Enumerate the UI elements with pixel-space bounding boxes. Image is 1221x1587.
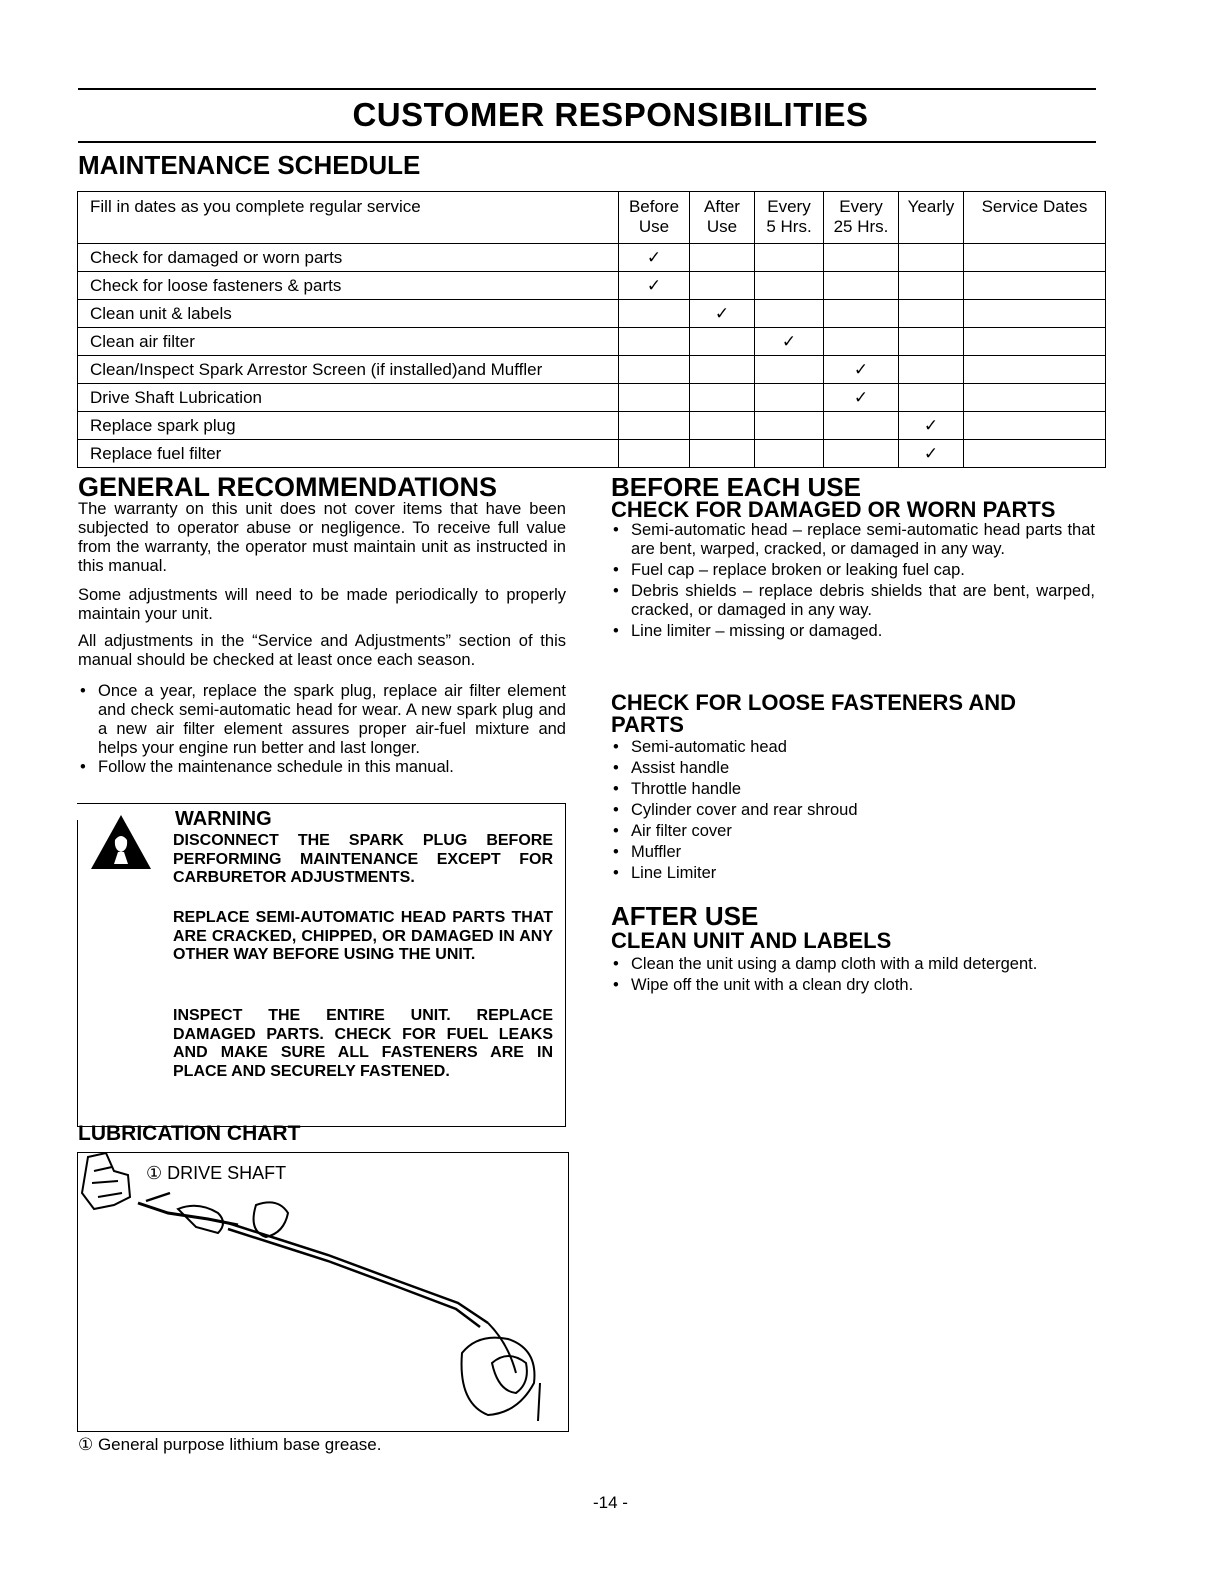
after-use-heading: AFTER USE <box>611 901 759 931</box>
list-item: • Assist handle <box>611 759 1095 778</box>
check-cell <box>755 300 824 328</box>
before-each-use-heading: BEFORE EACH USE <box>611 472 861 502</box>
warning-title: WARNING <box>175 808 272 830</box>
check-cell <box>899 300 964 328</box>
check-cell <box>619 356 690 384</box>
header-every-25-hrs: Every 25 Hrs. <box>824 192 899 244</box>
check-mark-icon: ✓ <box>824 356 899 384</box>
check-cell <box>619 328 690 356</box>
warning-paragraph-2: REPLACE SEMI-AUTOMATIC HEAD PARTS THAT ARE CRACKED, CHIPPED, OR DAMAGED IN ANY OTHER WAY BEFORE USING THE UNIT. <box>173 909 553 963</box>
check-cell <box>899 356 964 384</box>
check-cell <box>690 440 755 468</box>
check-cell <box>755 412 824 440</box>
check-cell <box>619 384 690 412</box>
service-date-cell[interactable] <box>964 356 1106 384</box>
service-date-cell[interactable] <box>964 384 1106 412</box>
check-cell <box>690 328 755 356</box>
task-cell: Clean unit & labels <box>78 300 619 328</box>
check-cell <box>755 356 824 384</box>
check-loose-heading: CHECK FOR LOOSE FASTENERS AND PARTS <box>611 690 1016 737</box>
check-cell <box>899 244 964 272</box>
warning-triangle-icon <box>88 812 154 872</box>
check-cell <box>824 328 899 356</box>
table-row <box>78 356 1106 384</box>
warning-paragraph-1: DISCONNECT THE SPARK PLUG BEFORE PERFORMING MAINTENANCE EXCEPT FOR CARBURETOR ADJUSTMENTS. <box>173 832 553 886</box>
header-every-5-hrs: Every 5 Hrs. <box>755 192 824 244</box>
list-item: • Debris shields – replace debris shields that are bent, warped, cracked, or damaged in any way. <box>611 582 1095 620</box>
clean-unit-heading: CLEAN UNIT AND LABELS <box>611 928 892 953</box>
check-mark-icon: ✓ <box>619 244 690 272</box>
check-mark-icon: ✓ <box>824 384 899 412</box>
general-paragraph-3: All adjustments in the “Service and Adjustments” section of this manual should be checked at least once each season. <box>78 632 566 669</box>
check-cell <box>690 356 755 384</box>
list-item: • Line Limiter <box>611 864 1095 883</box>
warning-paragraph-3: INSPECT THE ENTIRE UNIT. REPLACE DAMAGED PARTS. CHECK FOR FUEL LEAKS AND MAKE SURE ALL FASTENERS ARE IN PLACE AND SECURELY FASTENED. <box>173 1007 553 1080</box>
check-cell <box>619 412 690 440</box>
check-cell <box>690 244 755 272</box>
service-date-cell[interactable] <box>964 412 1106 440</box>
warning-box-left-border <box>77 820 78 1127</box>
check-cell <box>824 272 899 300</box>
general-paragraph-1: The warranty on this unit does not cover items that have been subjected to operator abuse or negligence. To receive full value from the warranty, the operator must maintain unit as instructed in this manual. <box>78 500 566 575</box>
lubrication-footnote: ① General purpose lithium base grease. <box>78 1435 382 1454</box>
list-item: • Clean the unit using a damp cloth with a mild detergent. <box>611 955 1101 974</box>
check-cell <box>619 440 690 468</box>
check-cell <box>690 384 755 412</box>
task-cell: Replace spark plug <box>78 412 619 440</box>
check-cell <box>755 384 824 412</box>
table-row <box>78 300 1106 328</box>
list-item: • Throttle handle <box>611 780 1095 799</box>
warning-box-top-border <box>77 803 565 804</box>
page-title: CUSTOMER RESPONSIBILITIES <box>352 96 869 133</box>
check-cell <box>690 412 755 440</box>
table-header-row <box>78 192 1106 244</box>
check-cell <box>899 272 964 300</box>
list-item: • Fuel cap – replace broken or leaking fuel cap. <box>611 561 1095 580</box>
header-task: Fill in dates as you complete regular service <box>78 192 619 244</box>
check-mark-icon: ✓ <box>755 328 824 356</box>
table-row <box>78 272 1106 300</box>
general-heading: GENERAL RECOMMENDATIONS <box>78 472 498 502</box>
clean-unit-list <box>611 955 1101 995</box>
check-mark-icon: ✓ <box>690 300 755 328</box>
table-row <box>78 244 1106 272</box>
check-cell <box>824 300 899 328</box>
check-cell <box>755 440 824 468</box>
check-cell <box>755 244 824 272</box>
check-cell <box>619 300 690 328</box>
lubrication-heading: LUBRICATION CHART <box>78 1122 301 1145</box>
check-mark-icon: ✓ <box>619 272 690 300</box>
list-item: • Line limiter – missing or damaged. <box>611 622 1095 641</box>
list-item: • Semi-automatic head <box>611 738 1095 757</box>
maintenance-heading: MAINTENANCE SCHEDULE <box>78 150 421 180</box>
table-row <box>78 328 1106 356</box>
loose-parts-list <box>611 738 1095 883</box>
check-damaged-heading: CHECK FOR DAMAGED OR WORN PARTS <box>611 497 1056 522</box>
table-row <box>78 412 1106 440</box>
check-cell <box>899 328 964 356</box>
task-cell: Check for damaged or worn parts <box>78 244 619 272</box>
check-mark-icon: ✓ <box>899 412 964 440</box>
service-date-cell[interactable] <box>964 244 1106 272</box>
top-rule <box>78 88 1096 90</box>
header-after-use: After Use <box>690 192 755 244</box>
lubrication-figure <box>77 1152 569 1432</box>
general-paragraph-2: Some adjustments will need to be made periodically to properly maintain your unit. <box>78 586 566 623</box>
list-item: • Air filter cover <box>611 822 1095 841</box>
task-cell: Clean air filter <box>78 328 619 356</box>
list-item: • Follow the maintenance schedule in this manual. <box>78 758 566 777</box>
check-cell <box>690 272 755 300</box>
page-number: -14 - <box>593 1493 628 1512</box>
list-item: • Wipe off the unit with a clean dry cloth. <box>611 976 1101 995</box>
check-cell <box>755 272 824 300</box>
table-row <box>78 440 1106 468</box>
header-yearly: Yearly <box>899 192 964 244</box>
check-cell <box>824 412 899 440</box>
service-date-cell[interactable] <box>964 300 1106 328</box>
list-item: • Semi-automatic head – replace semi-automatic head parts that are bent, warped, cracked, or damaged in any way. <box>611 521 1095 559</box>
service-date-cell[interactable] <box>964 328 1106 356</box>
damaged-parts-list <box>611 521 1095 641</box>
check-cell <box>824 440 899 468</box>
warning-box-right-border <box>565 803 566 1127</box>
maintenance-table <box>77 191 1106 468</box>
task-cell: Check for loose fasteners & parts <box>78 272 619 300</box>
table-row <box>78 384 1106 412</box>
task-cell: Drive Shaft Lubrication <box>78 384 619 412</box>
list-item: • Cylinder cover and rear shroud <box>611 801 1095 820</box>
service-date-cell[interactable] <box>964 272 1106 300</box>
header-before-use: Before Use <box>619 192 690 244</box>
list-item: • Once a year, replace the spark plug, replace air filter element and check semi-automatic head for wear. A new spark plug and a new air filter element assures proper air-fuel mixture and helps your engine run better and last longer. <box>78 682 566 758</box>
header-service-dates: Service Dates <box>964 192 1106 244</box>
check-cell <box>899 384 964 412</box>
title-underline <box>78 141 1096 143</box>
check-mark-icon: ✓ <box>899 440 964 468</box>
service-date-cell[interactable] <box>964 440 1106 468</box>
task-cell: Replace fuel filter <box>78 440 619 468</box>
drive-shaft-callout: ① DRIVE SHAFT <box>146 1163 287 1183</box>
task-cell: Clean/Inspect Spark Arrestor Screen (if installed)and Muffler <box>78 356 619 384</box>
list-item: • Muffler <box>611 843 1095 862</box>
trimmer-illustration-icon <box>78 1153 568 1431</box>
check-cell <box>824 244 899 272</box>
general-bullets <box>78 682 566 777</box>
